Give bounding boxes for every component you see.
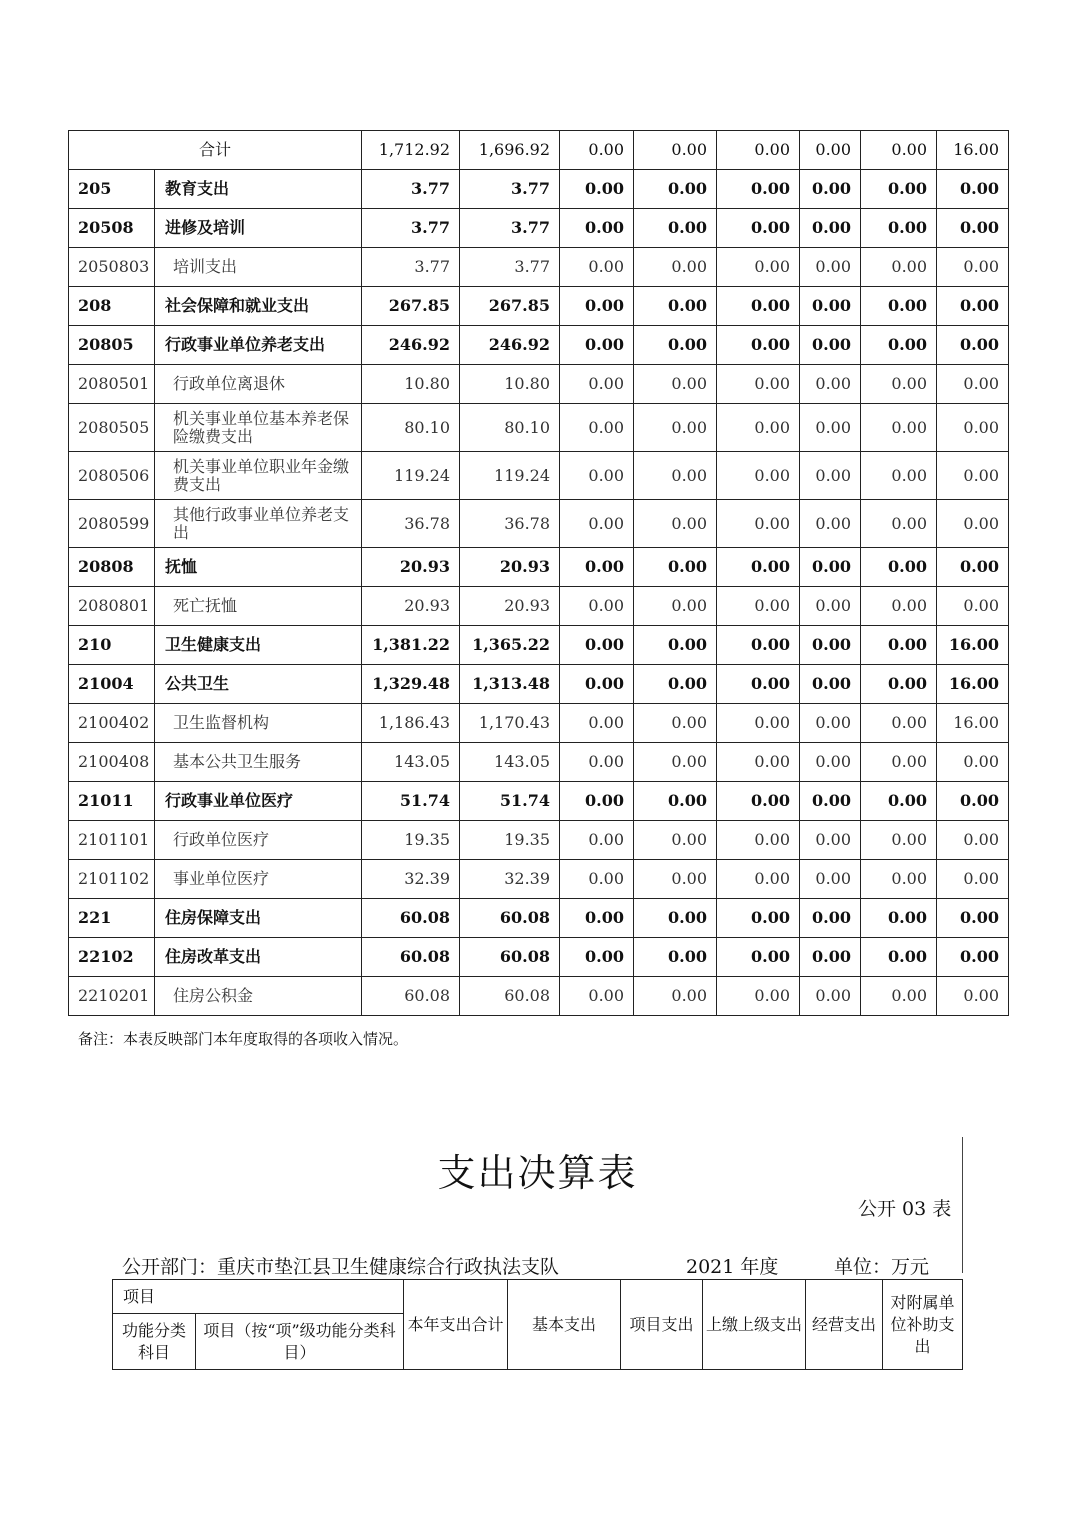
row-code: 205 <box>69 170 155 209</box>
row-code: 2101102 <box>69 860 155 899</box>
row-value: 0.00 <box>717 326 800 365</box>
row-value: 0.00 <box>634 626 717 665</box>
row-name: 教育支出 <box>155 170 362 209</box>
row-value: 0.00 <box>800 209 861 248</box>
total-value: 1,712.92 <box>362 131 460 170</box>
row-name: 行政单位离退休 <box>155 365 362 404</box>
row-value: 0.00 <box>634 665 717 704</box>
row-value: 0.00 <box>560 170 634 209</box>
header-upper: 上缴上级支出 <box>703 1280 806 1370</box>
row-value: 60.08 <box>460 938 560 977</box>
row-value: 60.08 <box>362 938 460 977</box>
row-value: 0.00 <box>634 287 717 326</box>
row-value: 0.00 <box>861 209 937 248</box>
row-value: 51.74 <box>460 782 560 821</box>
table-row <box>69 500 1009 548</box>
row-value: 0.00 <box>717 548 800 587</box>
row-value: 0.00 <box>560 665 634 704</box>
header-basic: 基本支出 <box>508 1280 621 1370</box>
row-value: 0.00 <box>560 326 634 365</box>
row-name: 行政事业单位养老支出 <box>155 326 362 365</box>
row-value: 0.00 <box>861 977 937 1016</box>
row-value: 80.10 <box>362 404 460 452</box>
row-value: 0.00 <box>861 782 937 821</box>
row-value: 0.00 <box>717 782 800 821</box>
row-code: 2080505 <box>69 404 155 452</box>
row-value: 0.00 <box>800 938 861 977</box>
row-value: 0.00 <box>937 548 1009 587</box>
row-value: 0.00 <box>937 860 1009 899</box>
row-value: 0.00 <box>717 626 800 665</box>
table-row <box>69 626 1009 665</box>
header-item: 项目 <box>113 1280 404 1314</box>
row-code: 20808 <box>69 548 155 587</box>
row-value: 267.85 <box>460 287 560 326</box>
row-value: 0.00 <box>937 977 1009 1016</box>
row-value: 0.00 <box>634 899 717 938</box>
row-value: 3.77 <box>460 248 560 287</box>
row-value: 20.93 <box>362 587 460 626</box>
row-value: 0.00 <box>937 452 1009 500</box>
total-value: 1,696.92 <box>460 131 560 170</box>
row-value: 0.00 <box>717 821 800 860</box>
row-value: 0.00 <box>560 404 634 452</box>
table-row <box>69 977 1009 1016</box>
row-value: 1,186.43 <box>362 704 460 743</box>
row-value: 3.77 <box>362 248 460 287</box>
row-value: 19.35 <box>362 821 460 860</box>
row-value: 0.00 <box>937 743 1009 782</box>
row-value: 0.00 <box>560 548 634 587</box>
row-value: 0.00 <box>937 326 1009 365</box>
row-value: 0.00 <box>560 500 634 548</box>
row-name: 机关事业单位职业年金缴费支出 <box>155 452 362 500</box>
table-row <box>69 170 1009 209</box>
expenditure-table-header <box>112 1279 963 1370</box>
row-value: 16.00 <box>937 665 1009 704</box>
row-value: 60.08 <box>460 899 560 938</box>
table-row <box>69 704 1009 743</box>
row-value: 0.00 <box>937 782 1009 821</box>
row-value: 0.00 <box>800 587 861 626</box>
row-value: 0.00 <box>634 938 717 977</box>
total-value: 0.00 <box>861 131 937 170</box>
table-row <box>69 548 1009 587</box>
table-row <box>69 452 1009 500</box>
row-value: 60.08 <box>362 899 460 938</box>
row-value: 0.00 <box>717 209 800 248</box>
row-value: 0.00 <box>634 977 717 1016</box>
row-value: 0.00 <box>937 209 1009 248</box>
row-value: 19.35 <box>460 821 560 860</box>
row-value: 0.00 <box>800 248 861 287</box>
row-code: 221 <box>69 899 155 938</box>
income-table <box>68 130 1009 1016</box>
row-value: 0.00 <box>861 899 937 938</box>
row-name: 培训支出 <box>155 248 362 287</box>
row-value: 0.00 <box>937 587 1009 626</box>
row-code: 22102 <box>69 938 155 977</box>
row-value: 0.00 <box>861 170 937 209</box>
row-code: 2101101 <box>69 821 155 860</box>
row-value: 0.00 <box>634 365 717 404</box>
header-project: 项目支出 <box>621 1280 703 1370</box>
table-note: 备注：本表反映部门本年度取得的各项收入情况。 <box>78 1030 409 1048</box>
unit-label: 单位：万元 <box>834 1256 930 1278</box>
row-value: 0.00 <box>861 938 937 977</box>
row-value: 51.74 <box>362 782 460 821</box>
row-value: 0.00 <box>800 860 861 899</box>
row-value: 0.00 <box>717 665 800 704</box>
row-name: 住房公积金 <box>155 977 362 1016</box>
row-value: 0.00 <box>861 287 937 326</box>
row-value: 0.00 <box>717 704 800 743</box>
row-value: 119.24 <box>362 452 460 500</box>
row-value: 3.77 <box>362 170 460 209</box>
row-value: 16.00 <box>937 626 1009 665</box>
row-value: 0.00 <box>717 743 800 782</box>
row-value: 0.00 <box>800 326 861 365</box>
row-value: 0.00 <box>717 248 800 287</box>
row-value: 0.00 <box>560 860 634 899</box>
row-name: 基本公共卫生服务 <box>155 743 362 782</box>
table-row <box>69 821 1009 860</box>
row-value: 0.00 <box>800 170 861 209</box>
row-value: 0.00 <box>634 326 717 365</box>
row-value: 80.10 <box>460 404 560 452</box>
row-value: 0.00 <box>800 548 861 587</box>
row-value: 0.00 <box>717 860 800 899</box>
row-value: 0.00 <box>717 587 800 626</box>
row-value: 0.00 <box>937 500 1009 548</box>
row-code: 2100402 <box>69 704 155 743</box>
row-value: 0.00 <box>634 821 717 860</box>
row-value: 0.00 <box>634 248 717 287</box>
row-value: 0.00 <box>634 704 717 743</box>
row-value: 0.00 <box>560 938 634 977</box>
row-code: 2050803 <box>69 248 155 287</box>
row-value: 10.80 <box>460 365 560 404</box>
row-value: 0.00 <box>560 782 634 821</box>
row-name: 事业单位医疗 <box>155 860 362 899</box>
header-business: 经营支出 <box>806 1280 883 1370</box>
row-value: 0.00 <box>560 899 634 938</box>
row-value: 246.92 <box>460 326 560 365</box>
table-row <box>69 860 1009 899</box>
row-value: 0.00 <box>861 404 937 452</box>
row-value: 0.00 <box>717 938 800 977</box>
form-number: 公开 03 表 <box>858 1198 952 1220</box>
table-row <box>69 248 1009 287</box>
row-value: 20.93 <box>460 587 560 626</box>
row-value: 0.00 <box>800 743 861 782</box>
row-value: 1,313.48 <box>460 665 560 704</box>
row-value: 0.00 <box>634 548 717 587</box>
row-value: 0.00 <box>634 209 717 248</box>
row-value: 0.00 <box>800 452 861 500</box>
row-value: 0.00 <box>717 899 800 938</box>
row-value: 0.00 <box>800 704 861 743</box>
table-row <box>69 587 1009 626</box>
row-value: 0.00 <box>861 500 937 548</box>
row-code: 21004 <box>69 665 155 704</box>
row-value: 1,381.22 <box>362 626 460 665</box>
row-value: 0.00 <box>560 743 634 782</box>
row-value: 0.00 <box>717 170 800 209</box>
row-code: 2100408 <box>69 743 155 782</box>
row-value: 0.00 <box>717 500 800 548</box>
row-value: 3.77 <box>362 209 460 248</box>
row-value: 0.00 <box>634 500 717 548</box>
row-value: 0.00 <box>560 248 634 287</box>
table-row <box>69 209 1009 248</box>
row-value: 60.08 <box>362 977 460 1016</box>
row-name: 行政事业单位医疗 <box>155 782 362 821</box>
table-row <box>69 665 1009 704</box>
row-value: 0.00 <box>634 452 717 500</box>
row-value: 0.00 <box>634 860 717 899</box>
row-name: 机关事业单位基本养老保险缴费支出 <box>155 404 362 452</box>
table-row <box>69 365 1009 404</box>
row-name: 抚恤 <box>155 548 362 587</box>
row-code: 208 <box>69 287 155 326</box>
row-value: 0.00 <box>800 899 861 938</box>
row-code: 20805 <box>69 326 155 365</box>
row-code: 2080501 <box>69 365 155 404</box>
row-value: 0.00 <box>800 365 861 404</box>
row-value: 32.39 <box>362 860 460 899</box>
row-value: 32.39 <box>460 860 560 899</box>
row-value: 0.00 <box>717 404 800 452</box>
row-name: 死亡抚恤 <box>155 587 362 626</box>
row-value: 0.00 <box>717 287 800 326</box>
row-value: 0.00 <box>937 287 1009 326</box>
row-value: 0.00 <box>634 587 717 626</box>
row-value: 1,329.48 <box>362 665 460 704</box>
row-name: 卫生健康支出 <box>155 626 362 665</box>
row-value: 1,365.22 <box>460 626 560 665</box>
row-value: 3.77 <box>460 170 560 209</box>
row-code: 210 <box>69 626 155 665</box>
table-row <box>69 287 1009 326</box>
row-value: 0.00 <box>717 452 800 500</box>
row-value: 0.00 <box>861 860 937 899</box>
row-value: 1,170.43 <box>460 704 560 743</box>
row-name: 其他行政事业单位养老支出 <box>155 500 362 548</box>
row-value: 0.00 <box>937 821 1009 860</box>
row-value: 20.93 <box>460 548 560 587</box>
row-name: 公共卫生 <box>155 665 362 704</box>
row-value: 16.00 <box>937 704 1009 743</box>
row-value: 0.00 <box>560 977 634 1016</box>
row-value: 0.00 <box>861 326 937 365</box>
row-value: 36.78 <box>362 500 460 548</box>
row-value: 0.00 <box>861 548 937 587</box>
total-value: 0.00 <box>717 131 800 170</box>
row-value: 143.05 <box>362 743 460 782</box>
table-row <box>69 899 1009 938</box>
row-value: 10.80 <box>362 365 460 404</box>
row-value: 0.00 <box>560 452 634 500</box>
row-value: 3.77 <box>460 209 560 248</box>
row-value: 0.00 <box>937 404 1009 452</box>
row-name: 行政单位医疗 <box>155 821 362 860</box>
row-value: 0.00 <box>560 365 634 404</box>
row-code: 2210201 <box>69 977 155 1016</box>
row-value: 0.00 <box>800 500 861 548</box>
row-value: 0.00 <box>634 782 717 821</box>
table-row <box>69 938 1009 977</box>
row-value: 0.00 <box>717 977 800 1016</box>
header-func-category: 功能分类科目 <box>113 1314 196 1370</box>
total-row <box>69 131 1009 170</box>
page-title: 支出决算表 <box>437 1151 638 1195</box>
row-value: 0.00 <box>560 704 634 743</box>
row-name: 社会保障和就业支出 <box>155 287 362 326</box>
row-value: 0.00 <box>937 365 1009 404</box>
total-value: 0.00 <box>800 131 861 170</box>
total-value: 16.00 <box>937 131 1009 170</box>
row-value: 0.00 <box>800 626 861 665</box>
table-row <box>69 326 1009 365</box>
row-value: 119.24 <box>460 452 560 500</box>
row-value: 0.00 <box>937 899 1009 938</box>
row-name: 住房改革支出 <box>155 938 362 977</box>
row-name: 进修及培训 <box>155 209 362 248</box>
row-value: 0.00 <box>861 587 937 626</box>
row-value: 246.92 <box>362 326 460 365</box>
total-value: 0.00 <box>634 131 717 170</box>
row-value: 0.00 <box>800 287 861 326</box>
row-value: 0.00 <box>800 782 861 821</box>
row-value: 0.00 <box>560 209 634 248</box>
divider <box>962 1137 963 1273</box>
header-total: 本年支出合计 <box>404 1280 508 1370</box>
header-subsidy: 对附属单位补助支出 <box>883 1280 963 1370</box>
row-name: 卫生监督机构 <box>155 704 362 743</box>
table-row <box>69 743 1009 782</box>
row-value: 0.00 <box>560 587 634 626</box>
row-value: 20.93 <box>362 548 460 587</box>
row-value: 0.00 <box>861 248 937 287</box>
row-code: 21011 <box>69 782 155 821</box>
row-value: 0.00 <box>861 452 937 500</box>
row-value: 0.00 <box>634 743 717 782</box>
row-value: 0.00 <box>937 248 1009 287</box>
row-value: 0.00 <box>861 821 937 860</box>
row-value: 36.78 <box>460 500 560 548</box>
row-code: 20508 <box>69 209 155 248</box>
row-value: 0.00 <box>717 365 800 404</box>
row-value: 0.00 <box>800 977 861 1016</box>
row-value: 0.00 <box>861 743 937 782</box>
total-value: 0.00 <box>560 131 634 170</box>
department-label: 公开部门：重庆市垫江县卫生健康综合行政执法支队 <box>122 1256 560 1278</box>
row-code: 2080599 <box>69 500 155 548</box>
row-value: 0.00 <box>560 821 634 860</box>
row-value: 0.00 <box>861 365 937 404</box>
table-row <box>69 404 1009 452</box>
row-value: 0.00 <box>861 665 937 704</box>
row-value: 0.00 <box>800 665 861 704</box>
row-value: 0.00 <box>634 170 717 209</box>
total-label: 合计 <box>69 131 362 170</box>
row-code: 2080801 <box>69 587 155 626</box>
row-value: 0.00 <box>560 626 634 665</box>
row-value: 60.08 <box>460 977 560 1016</box>
row-value: 0.00 <box>861 626 937 665</box>
row-value: 267.85 <box>362 287 460 326</box>
row-value: 0.00 <box>861 704 937 743</box>
header-item-name: 项目（按“项”级功能分类科目） <box>196 1314 404 1370</box>
fiscal-year: 2021 年度 <box>686 1256 779 1278</box>
row-code: 2080506 <box>69 452 155 500</box>
row-name: 住房保障支出 <box>155 899 362 938</box>
row-value: 0.00 <box>800 404 861 452</box>
row-value: 0.00 <box>634 404 717 452</box>
row-value: 143.05 <box>460 743 560 782</box>
row-value: 0.00 <box>937 938 1009 977</box>
table-row <box>69 782 1009 821</box>
row-value: 0.00 <box>800 821 861 860</box>
row-value: 0.00 <box>937 170 1009 209</box>
row-value: 0.00 <box>560 287 634 326</box>
